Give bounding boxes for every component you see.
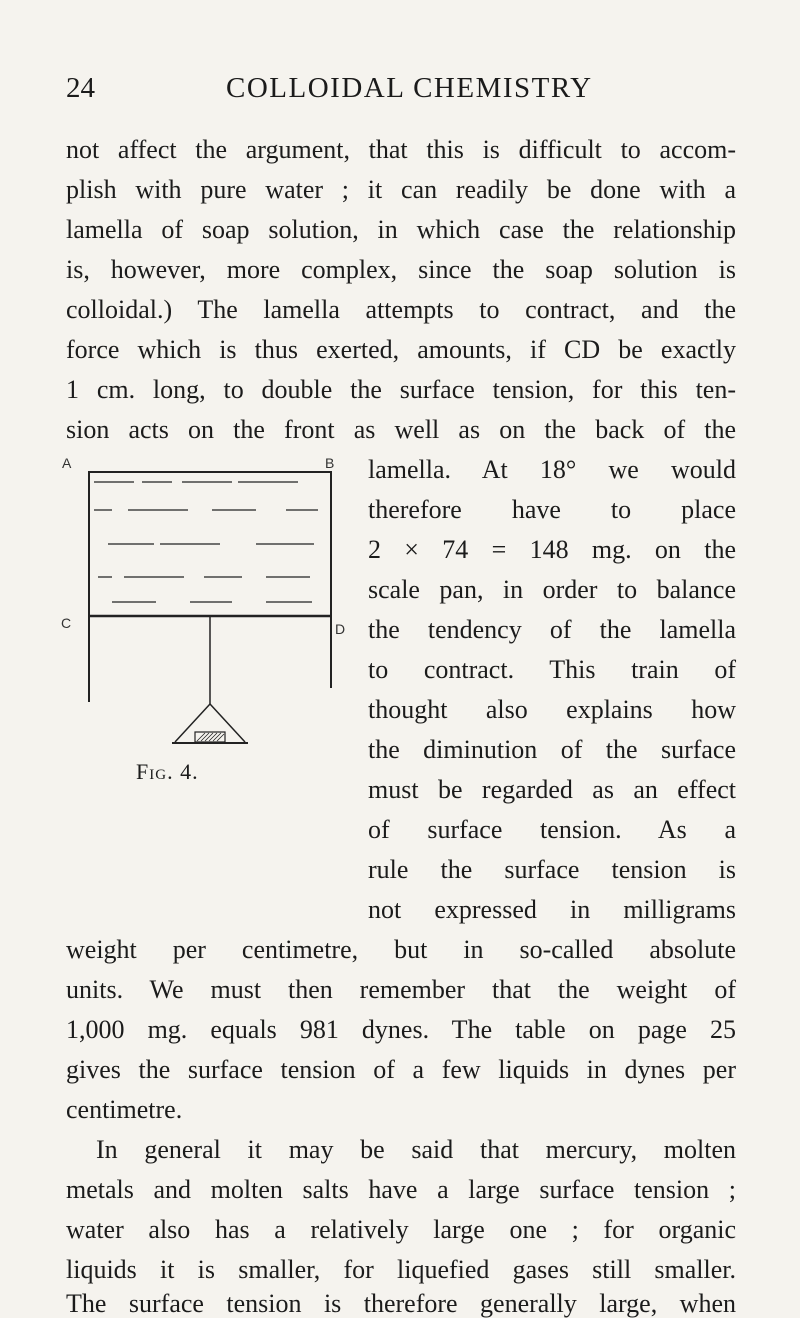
text-line: to contract. This train of [368,655,736,684]
text-line: lamella. At 18° we would [368,455,736,484]
text-line: of surface tension. As a [368,815,736,844]
text-line: centimetre. [66,1095,183,1124]
pan-string-left [175,704,210,742]
text-line: units. We must then remember that the weight of [66,975,736,1004]
text-line: metals and molten salts have a large surface tension ; [66,1175,736,1204]
text-line: is, however, more complex, since the soap solution is [66,255,736,284]
text-line: colloidal.) The lamella attempts to contract, and the [66,295,736,324]
text-line: gives the surface tension of a few liquids in dynes per [66,1055,736,1084]
figure-caption [136,759,199,785]
lamella-lines [94,482,325,602]
weight-hatching [197,733,224,741]
label-d: D [335,621,346,637]
text-line: The surface tension is therefore generally large, when [66,1289,736,1318]
running-head: COLLOIDAL CHEMISTRY [226,72,593,104]
pan-string-right [210,704,245,742]
figure-caption-text: Fig. 4. [136,759,199,784]
text-line: weight per centimetre, but in so-called absolute [66,935,736,964]
figure-4-diagram [60,452,360,782]
text-line: the diminution of the surface [368,735,736,764]
text-line: lamella of soap solution, in which case the relationship [66,215,736,244]
text-line: plish with pure water ; it can readily be done with a [66,175,736,204]
text-line: liquids it is smaller, for liquefied gases still smaller. [66,1255,736,1284]
text-line: sion acts on the front as well as on the back of the [66,415,736,444]
label-a: A [62,455,72,471]
text-line: thought also explains how [368,695,736,724]
text-line: scale pan, in order to balance [368,575,736,604]
text-line: not expressed in milligrams [368,895,736,924]
label-b: B [325,455,335,471]
page-number: 24 [66,72,95,104]
text-line: not affect the argument, that this is difficult to accom- [66,135,736,164]
text-line: must be regarded as an effect [368,775,736,804]
text-line: rule the surface tension is [368,855,736,884]
label-c: C [61,615,72,631]
text-line: In general it may be said that mercury, molten [96,1135,736,1164]
text-line: force which is thus exerted, amounts, if CD be exactly [66,335,736,364]
text-line: water also has a relatively large one ; for organic [66,1215,736,1244]
text-line: 2 × 74 = 148 mg. on the [368,535,736,564]
text-line: the tendency of the lamella [368,615,736,644]
text-line: 1 cm. long, to double the surface tension, for this ten- [66,375,736,404]
text-line: 1,000 mg. equals 981 dynes. The table on page 25 [66,1015,736,1044]
text-line: therefore have to place [368,495,736,524]
